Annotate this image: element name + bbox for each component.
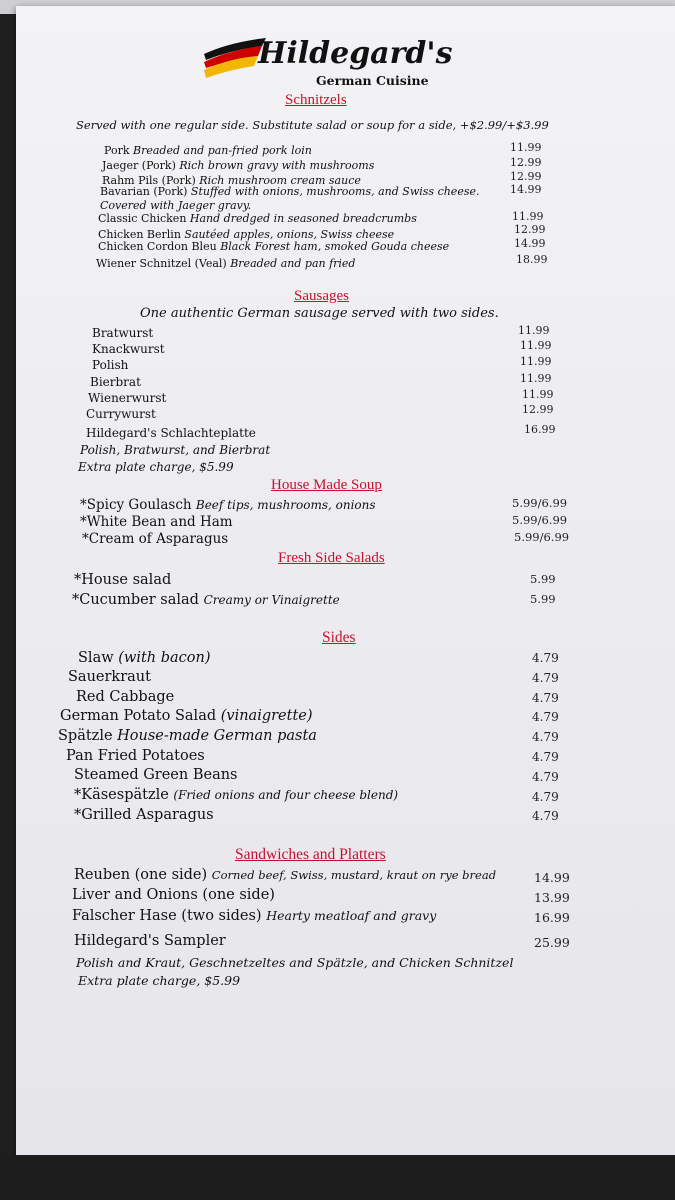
item-price: 11.99 [522,388,554,401]
menu-item: Chicken Cordon Bleu Black Forest ham, smoked Gouda cheese [98,240,450,253]
item-price: 14.99 [534,870,570,885]
item-price: 4.79 [532,790,559,804]
restaurant-tagline: German Cuisine [316,73,429,88]
menu-item: Reuben (one side) Corned beef, Swiss, mustard, kraut on rye bread [74,867,497,883]
item-price: 16.99 [524,423,556,436]
menu-item-name: *House salad [74,572,172,588]
item-price: 11.99 [518,324,550,337]
section-heading-schnitzels: Schnitzels [285,92,347,108]
item-price: 5.99 [530,572,556,586]
menu-item: Chicken Berlin Sautéed apples, onions, Swiss cheese [98,228,395,241]
item-price: 16.99 [534,910,570,925]
item-price: 5.99/6.99 [512,496,568,510]
item-price: 12.99 [522,403,554,416]
menu-item-name: Knackwurst [92,342,165,356]
menu-item: Rahm Pils (Pork) Rich mushroom cream sauce [102,174,361,187]
item-price: 4.79 [532,750,559,764]
menu-item: Pork Breaded and pan-fried pork loin [104,144,312,157]
sausages-note: One authentic German sausage served with two sides. [140,306,499,321]
extra-plate-charge: Extra plate charge, $5.99 [78,973,241,988]
menu-item-name: Wienerwurst [88,391,167,405]
menu-item-name: *Cream of Asparagus [82,531,229,547]
menu-item-name: Currywurst [86,407,156,421]
menu-item: Classic Chicken Hand dredged in seasoned breadcrumbs [98,212,417,225]
item-price: 25.99 [534,935,570,950]
menu-item-name: Red Cabbage [76,689,175,705]
item-description-continued: Covered with Jaeger gravy. [100,199,252,212]
menu-item-name: Liver and Onions (one side) [72,887,275,903]
item-price: 11.99 [520,339,552,352]
menu-item: Falscher Hase (two sides) Hearty meatloaf and gravy [72,908,437,924]
section-heading-sausages: Sausages [294,288,349,304]
item-price: 11.99 [520,372,552,385]
item-price: 13.99 [534,890,570,905]
item-price: 11.99 [510,141,542,154]
menu-item: Bavarian (Pork) Stuffed with onions, mushrooms, and Swiss cheese. [100,185,480,198]
menu-item-name: Hildegard's Schlachteplatte [86,426,256,440]
menu-item-name: *White Bean and Ham [80,514,233,530]
item-price: 5.99 [530,592,556,606]
menu-item: Spätzle House-made German pasta [58,728,317,744]
menu-item-name: Bierbrat [90,375,141,389]
item-price: 4.79 [532,691,559,705]
item-price: 4.79 [532,671,559,685]
item-price: 11.99 [512,210,544,223]
schnitzels-note: Served with one regular side. Substitute salad or soup for a side, +$2.99/+$3.99 [76,118,549,132]
bottom-edge [0,1155,675,1200]
menu-item-name: Sauerkraut [68,669,151,685]
section-heading-salads: Fresh Side Salads [278,550,385,566]
item-price: 4.79 [532,809,559,823]
item-price: 12.99 [510,156,542,169]
menu-item: *Cucumber salad Creamy or Vinaigrette [72,592,340,608]
section-heading-sides: Sides [322,629,356,646]
item-price: 5.99/6.99 [512,513,568,527]
menu-item-name: Steamed Green Beans [74,767,238,783]
item-description: Polish and Kraut, Geschnetzeltes and Spätzle, and Chicken Schnitzel [76,955,514,970]
item-price: 14.99 [514,237,546,250]
menu-item-name: Hildegard's Sampler [74,933,226,949]
item-price: 4.79 [532,770,559,784]
section-heading-soup: House Made Soup [271,477,382,493]
menu-item: Slaw (with bacon) [78,650,211,666]
item-price: 5.99/6.99 [514,530,570,544]
item-price: 4.79 [532,710,559,724]
item-price: 11.99 [520,355,552,368]
item-price: 4.79 [532,730,559,744]
menu-item: *Käsespätzle (Fried onions and four cheese blend) [74,787,399,803]
menu-item-name: Polish [92,358,129,372]
item-price: 14.99 [510,183,542,196]
item-price: 18.99 [516,253,548,266]
section-heading-sandwiches: Sandwiches and Platters [235,846,386,863]
item-price: 12.99 [514,223,546,236]
item-price: 12.99 [510,170,542,183]
menu-item-name: *Grilled Asparagus [74,807,214,823]
item-price: 4.79 [532,651,559,665]
menu-item: German Potato Salad (vinaigrette) [60,708,313,724]
item-description: Polish, Bratwurst, and Bierbrat [80,443,271,457]
menu-item-name: Pan Fried Potatoes [66,748,205,764]
menu-item: Jaeger (Pork) Rich brown gravy with mushrooms [102,159,375,172]
menu-item-name: Bratwurst [92,326,154,340]
extra-plate-charge: Extra plate charge, $5.99 [78,460,234,474]
menu-item: Wiener Schnitzel (Veal) Breaded and pan fried [96,257,356,270]
restaurant-name: Hildegard's [258,36,453,71]
menu-item: *Spicy Goulasch Beef tips, mushrooms, onions [80,497,376,513]
